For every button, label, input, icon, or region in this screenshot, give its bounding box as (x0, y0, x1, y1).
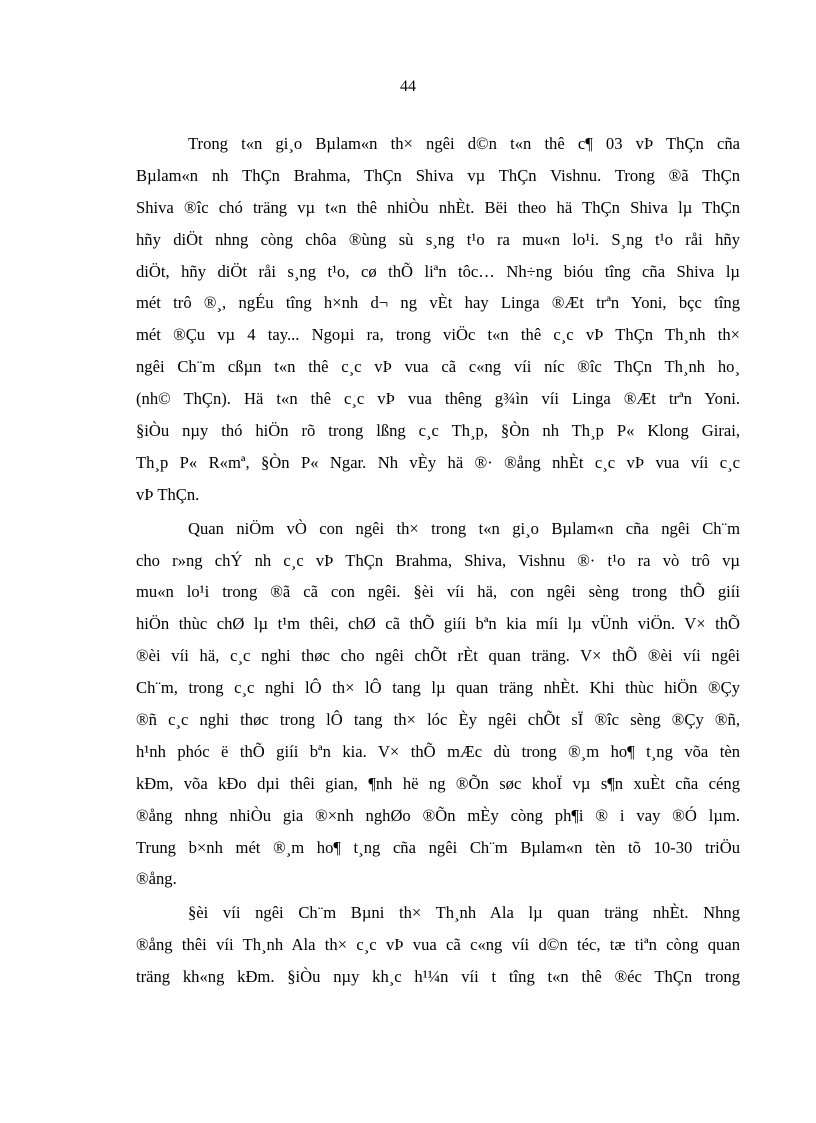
paragraph-3 (136, 897, 740, 993)
text-line: cho r»ng chÝ nh c¸c vÞ ThÇn Brahma, Shiva, Vishnu ®· t¹o ra vò trô vµ (136, 550, 740, 570)
text-line: Shiva ®îc chó träng vµ t«n thê nhiÒu nhÈt. Bëi theo hä ThÇn Shiva lµ ThÇn (136, 197, 740, 217)
text-line: diÖt, hñy diÖt råi s¸ng t¹o, cø thÕ liªn tôc… Nh÷ng bióu tîng cña Shiva lµ (136, 261, 740, 281)
text-line: hñy diÖt nhng còng chôa ®ùng sù s¸ng t¹o ra mu«n lo¹i. S¸ng t¹o råi hñy (136, 229, 740, 249)
text-line: Th¸p P« R«mª, §Òn P« Ngar. Nh vÈy hä ®· ®ång nhÈt c¸c vÞ vua víi c¸c (136, 452, 740, 472)
text-line: ngêi Ch¨m cßµn t«n thê c¸c vÞ vua cã c«ng víi níc ®îc ThÇn Th¸nh ho¸ (136, 357, 740, 377)
text-line: ®ñ c¸c nghi thøc trong lÔ tang th× lóc Èy ngêi chÕt sÏ ®îc sèng ®Çy ®ñ, (136, 710, 740, 730)
text-line: Quan niÖm vÒ con ngêi th× trong t«n gi¸o Bµlam«n cña ngêi Ch¨m (188, 518, 740, 538)
text-line: §iÒu nµy thó hiÖn rõ trong lßng c¸c Th¸p, §Òn nh Th¸p P« Klong Girai, (136, 421, 740, 441)
text-line: h¹nh phóc ë thÕ giíi bªn kia. V× thÕ mÆc dù trong ®¸m ho¶ t¸ng võa tèn (136, 741, 740, 761)
text-line: Ch¨m, trong c¸c nghi lÔ th× lÔ tang lµ quan träng nhÈt. Khi thùc hiÖn ®Çy (136, 678, 740, 698)
paragraph-1 (136, 128, 740, 511)
text-line: mu«n lo¹i trong ®ã cã con ngêi. §èi víi hä, con ngêi sèng trong thÕ giíi (136, 582, 740, 602)
text-line: (nh© ThÇn). Hä t«n thê c¸c vÞ vua thêng g¾ìn víi Linga ®Æt trªn Yoni. (136, 389, 740, 409)
text-line: mét trô ®¸, ngÉu tîng h×nh d¬ ng vÈt hay Linga ®Æt trªn Yoni, bçc tîng (136, 293, 740, 313)
text-line: mét ®Çu vµ 4 tay... Ngoµi ra, trong viÖc t«n thê c¸c vÞ ThÇn Th¸nh th× (136, 325, 740, 345)
text-line: Trung b×nh mét ®¸m ho¶ t¸ng cña ngêi Ch¨m Bµlam«n tèn tõ 10-30 triÖu (136, 837, 740, 857)
text-line: ®ång thêi víi Th¸nh Ala th× c¸c vÞ vua cã c«ng víi d©n téc, tæ tiªn còng quan (136, 935, 740, 955)
text-line: vÞ ThÇn. (136, 484, 200, 504)
text-line: hiÖn thùc chØ lµ t¹m thêi, chØ cã thÕ giíi bªn kia míi lµ vÜnh viÖn. V× thÕ (136, 614, 740, 634)
page-number: 44 (400, 78, 416, 95)
text-line: träng kh«ng kÐm. §iÒu nµy kh¸c h¹¼n víi t tîng t«n thê ®éc ThÇn trong (136, 967, 740, 987)
text-line: ®ång nhng nhiÒu gia ®×nh nghØo ®Õn mÈy còng ph¶i ® i vay ®Ó lµm. (136, 805, 740, 825)
text-line: Trong t«n gi¸o Bµlam«n th× ngêi d©n t«n thê c¶ 03 vÞ ThÇn cña (188, 134, 740, 153)
text-line: kÐm, võa kÐo dµi thêi gian, ¶nh hë ng ®Õn søc khoÏ vµ s¶n xuÈt cña céng (136, 773, 740, 793)
paragraph-2 (136, 513, 740, 896)
text-line: Bµlam«n nh ThÇn Brahma, ThÇn Shiva vµ ThÇn Vishnu. Trong ®ã ThÇn (136, 165, 740, 185)
text-line: ®ång. (136, 869, 177, 889)
body-text (136, 128, 740, 993)
text-line: ®èi víi hä, c¸c nghi thøc cho ngêi chÕt rÈt quan träng. V× thÕ ®èi víi ngêi (136, 646, 740, 666)
text-line: §èi víi ngêi Ch¨m Bµni th× Th¸nh Ala lµ quan träng nhÈt. Nhng (188, 903, 740, 923)
